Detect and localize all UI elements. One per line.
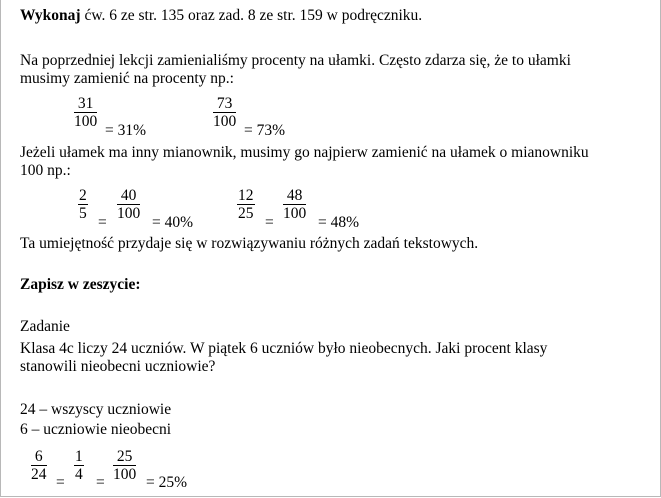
fraction-40-100 xyxy=(117,187,140,222)
fraction-12-25 xyxy=(237,187,255,222)
denominator: 4 xyxy=(75,466,83,483)
numerator: 6 xyxy=(31,448,47,466)
result-73: = 73% xyxy=(244,122,286,139)
fraction-48-100 xyxy=(283,187,306,222)
equals-sign: = xyxy=(98,214,107,231)
result-25: = 25% xyxy=(146,474,188,491)
denominator: 25 xyxy=(238,205,254,222)
task-label: Zadanie xyxy=(20,318,70,335)
denominator: 24 xyxy=(31,466,47,483)
denominator: 100 xyxy=(74,113,98,130)
numerator: 12 xyxy=(238,187,254,204)
equals-sign: = xyxy=(265,214,274,231)
task-line2: stanowili nieobecni uczniowie? xyxy=(20,358,216,375)
result-48: = 48% xyxy=(318,214,360,231)
task-line1: Klasa 4c liczy 24 uczniów. W piątek 6 uczniów było nieobecnych. Jaki procent klasy xyxy=(20,340,548,357)
intro-rest: ćw. 6 ze str. 135 oraz zad. 8 ze str. 159 w podręczniku. xyxy=(80,7,423,24)
given-total: 24 – wszyscy uczniowie xyxy=(20,401,172,418)
fraction-1-4 xyxy=(74,448,84,483)
fraction-6-24 xyxy=(31,448,47,483)
fraction-25-100 xyxy=(113,448,136,483)
numerator: 40 xyxy=(117,187,140,205)
equals-sign: = xyxy=(56,474,65,491)
numerator: 25 xyxy=(113,448,136,466)
result-31: = 31% xyxy=(105,122,147,139)
numerator: 73 xyxy=(213,95,236,113)
para2-line1: Jeżeli ułamek ma inny mianownik, musimy go najpierw zamienić na ułamek o mianowniku xyxy=(20,144,589,161)
equals-sign: = xyxy=(96,474,105,491)
fraction-31-100 xyxy=(74,95,97,130)
denominator: 100 xyxy=(283,205,307,222)
para1-line2: musimy zamienić na procenty np.: xyxy=(20,70,234,87)
denominator: 5 xyxy=(79,205,87,222)
fraction-2-5 xyxy=(78,187,88,222)
given-absent: 6 – uczniowie nieobecni xyxy=(20,421,172,438)
numerator: 1 xyxy=(75,448,83,465)
numerator: 48 xyxy=(283,187,306,205)
numerator: 2 xyxy=(79,187,87,204)
denominator: 100 xyxy=(117,205,141,222)
section-heading: Zapisz w zeszycie: xyxy=(20,276,141,293)
intro-bold: Wykonaj xyxy=(20,7,81,24)
para1-line1: Na poprzedniej lekcji zamienialiśmy procenty na ułamki. Często zdarza się, że to ułamki xyxy=(20,52,571,69)
intro-line xyxy=(20,7,422,25)
result-40: = 40% xyxy=(152,214,194,231)
numerator: 31 xyxy=(74,95,97,113)
para2-line2: 100 np.: xyxy=(20,162,71,179)
denominator: 100 xyxy=(213,113,237,130)
para3: Ta umiejętność przydaje się w rozwiązywaniu różnych zadań tekstowych. xyxy=(20,235,479,252)
fraction-73-100 xyxy=(213,95,236,130)
denominator: 100 xyxy=(113,466,137,483)
